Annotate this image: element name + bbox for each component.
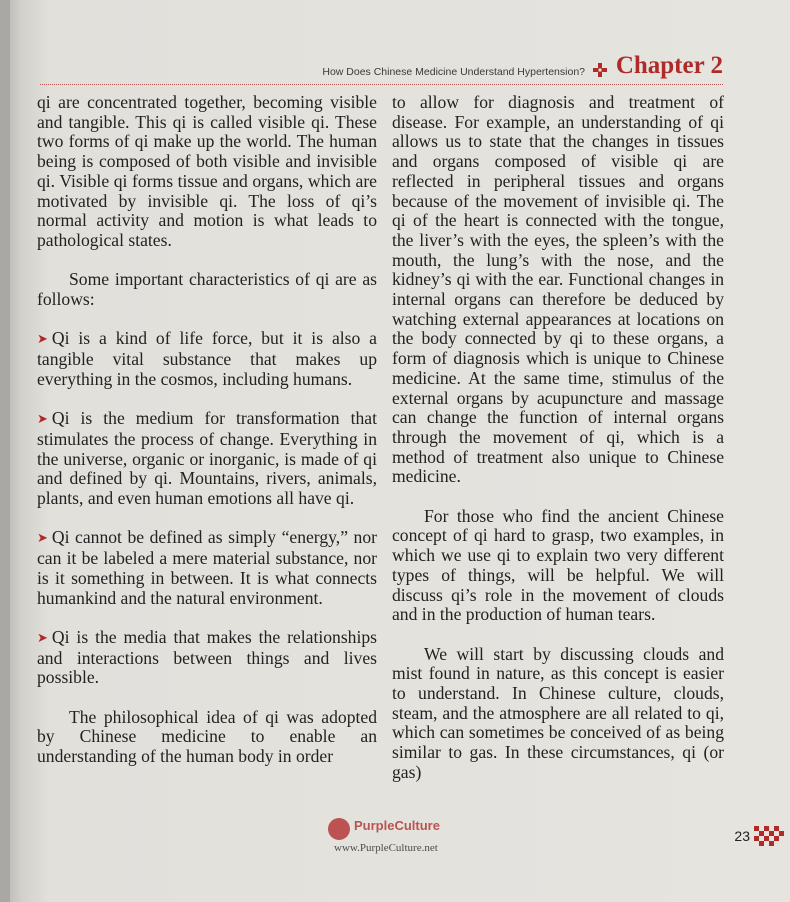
cross-ornament-icon bbox=[593, 63, 607, 77]
paragraph: qi are concentrated together, becoming visible and tangible. This qi is called visible qi. These two forms of qi make up the world. The human being is composed of both visible and invisible qi. Visible qi forms tissue and organs, which are motivated by invisible qi. The loss of qi’s normal activity and motion is what leads to pathological states. bbox=[37, 92, 377, 250]
running-title: How Does Chinese Medicine Understand Hypertension? bbox=[322, 66, 585, 78]
watermark-logo-icon bbox=[328, 818, 350, 840]
bullet-text: Qi is the medium for transformation that stimulates the process of change. Everything in the universe, organic or inorganic, is made of qi and defined by qi. Mountains, rivers, animals, plants, and even human emotions all have qi. bbox=[37, 408, 377, 509]
bullet-arrow-icon: ➤ bbox=[37, 530, 48, 546]
paragraph: to allow for diagnosis and treatment of disease. For example, an understanding of qi allows us to state that the changes in tissues and organs composed of visible qi are reflected in peripheral tissues and organs because of the movement of invisible qi. The qi of the heart is connected with the tongue, the liver’s with the eyes, the spleen’s with the mouth, the lung’s with the nose, and the kidney’s qi with the ear. Functional changes in internal organs can therefore be deduced by watching external appearances at locations on the body connected by qi to these organs, a form of diagnosis which is unique to Chinese medicine. At the same time, stimulus of the external organs by acupuncture and massage can change the function of internal organs through the movement of qi, which is a method of treatment also unique to Chinese medicine. bbox=[392, 92, 724, 487]
bullet-text: Qi is the media that makes the relationships and interactions between things and lives possible. bbox=[37, 626, 377, 688]
checker-ornament-icon bbox=[754, 826, 784, 846]
bullet-text: Qi cannot be defined as simply “energy,” nor can it be labeled a mere material substance, nor is it something in between. It is what connects humankind and the natural environment. bbox=[37, 527, 377, 608]
bullet-item bbox=[37, 329, 377, 389]
bullet-text: Qi is a kind of life force, but it is also a tangible vital substance that makes up everything in the cosmos, including humans. bbox=[37, 328, 377, 389]
bullet-item bbox=[37, 409, 377, 509]
book-page bbox=[10, 0, 790, 902]
bullet-arrow-icon: ➤ bbox=[37, 411, 48, 427]
header-rule bbox=[40, 84, 723, 86]
watermark-url: www.PurpleCulture.net bbox=[334, 842, 438, 854]
watermark-brand: PurpleCulture bbox=[354, 818, 440, 833]
paragraph: The philosophical idea of qi was adopted by Chinese medicine to enable an understanding of the human body in order bbox=[37, 706, 377, 767]
page-number: 23 bbox=[734, 828, 750, 844]
paragraph: For those who find the ancient Chinese concept of qi hard to grasp, two examples, in which we use qi to explain two very different types of things, will be helpful. We will discuss qi’s role in the movement of clouds and in the production of human tears. bbox=[392, 505, 724, 625]
paragraph: Some important characteristics of qi are as follows: bbox=[37, 269, 377, 310]
bullet-arrow-icon: ➤ bbox=[37, 331, 48, 347]
right-column bbox=[392, 93, 724, 783]
bullet-arrow-icon: ➤ bbox=[37, 629, 48, 645]
running-header bbox=[10, 50, 790, 86]
bullet-item bbox=[37, 528, 377, 608]
chapter-label: Chapter 2 bbox=[615, 52, 723, 79]
watermark bbox=[328, 818, 498, 858]
left-column bbox=[37, 93, 377, 767]
paragraph: We will start by discussing clouds and mist found in nature, as this concept is easier to understand. In Chinese culture, clouds, steam, and the atmosphere are all related to qi, which can sometimes be conceived of as being similar to gas. In these circumstances, qi (or gas) bbox=[392, 643, 724, 782]
bullet-item bbox=[37, 628, 377, 688]
